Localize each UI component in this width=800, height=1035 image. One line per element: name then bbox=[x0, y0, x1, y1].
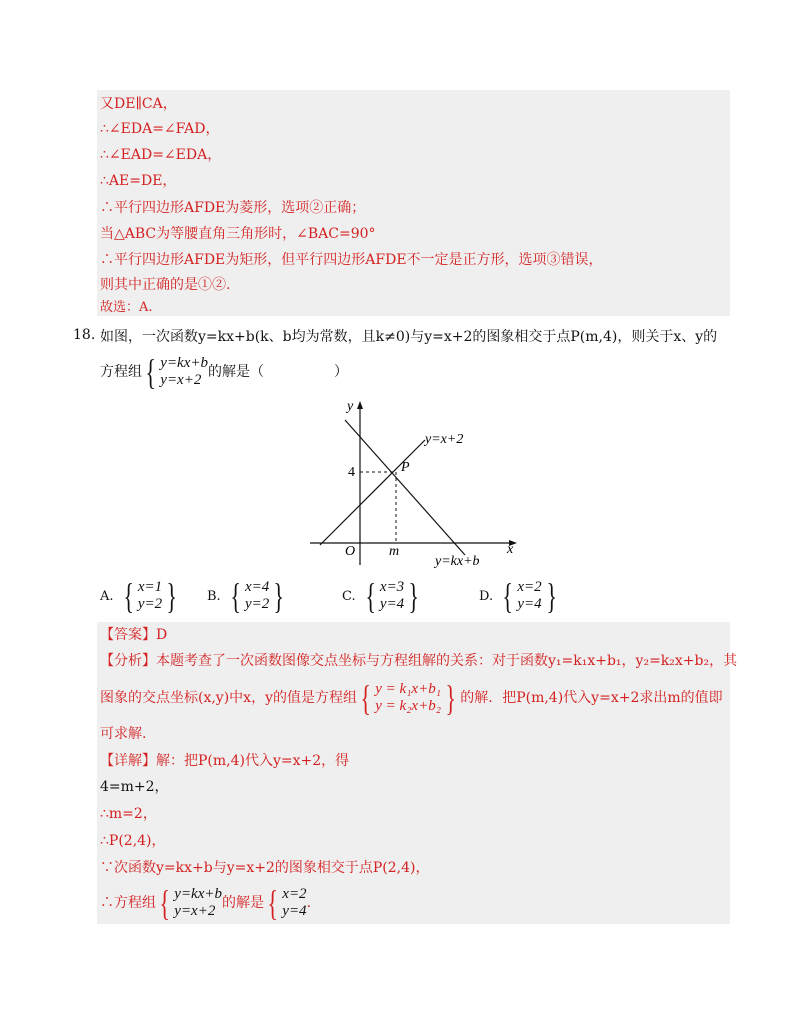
solution-line-4: ∴AE=DE， bbox=[100, 173, 177, 189]
analysis-suffix: 的解．把P(m,4)代入y=x+2求出m的值即 bbox=[460, 690, 723, 706]
option-a-letter: A. bbox=[100, 588, 114, 604]
solution-line-2: ∴∠EDA=∠FAD， bbox=[100, 121, 220, 137]
option-d[interactable]: D. { x=2 y=4 } bbox=[479, 576, 557, 616]
detail-line-6 bbox=[100, 884, 311, 922]
function-graph bbox=[305, 395, 545, 570]
question-system-row-1: y=kx+b bbox=[160, 355, 208, 371]
question-equation-system: { y=kx+b y=x+2 bbox=[145, 352, 208, 392]
origin-label: O bbox=[345, 544, 356, 559]
analysis-system-row-1: y = k₁x+b₁ bbox=[375, 681, 441, 697]
question-system-suffix: 的解是（ ） bbox=[208, 364, 348, 380]
analysis-line-1: 【分析】本题考查了一次函数图像交点坐标与方程组解的关系：对于函数y₁=k₁x+b₁，y₂=k₂x+b₂，其 bbox=[100, 653, 738, 669]
option-c-row-1: x=3 bbox=[379, 579, 405, 595]
question-number: 18. bbox=[73, 327, 96, 343]
detail-solution-row-2: y=4 bbox=[282, 903, 307, 919]
line-y-x-plus-2-label: y=x+2 bbox=[425, 432, 464, 447]
option-c-letter: C. bbox=[342, 588, 356, 604]
analysis-line-3: 可求解. bbox=[100, 726, 147, 742]
option-d-letter: D. bbox=[479, 588, 494, 604]
detail-line-1: 【详解】解：把P(m,4)代入y=x+2，得 bbox=[100, 753, 350, 769]
option-b-letter: B. bbox=[207, 588, 221, 604]
analysis-prefix: 图象的交点坐标(x,y)中x，y的值是方程组 bbox=[100, 690, 357, 706]
y-axis-label: y bbox=[347, 399, 354, 414]
detail-line-3: ∴m=2， bbox=[100, 806, 157, 822]
detail-solution-system: { x=2 y=4 bbox=[267, 883, 307, 923]
x-axis-label: x bbox=[507, 542, 514, 557]
solution-line-9: 故选：A. bbox=[100, 300, 153, 315]
option-c[interactable]: C. { x=3 y=4 } bbox=[342, 576, 420, 616]
solution-line-7: ∴平行四边形AFDE为矩形，但平行四边形AFDE不一定是正方形，选项③错误， bbox=[100, 252, 603, 268]
option-b[interactable]: B. { x=4 y=2 } bbox=[207, 576, 285, 616]
solution-line-5: ∴平行四边形AFDE为菱形，选项②正确； bbox=[100, 200, 366, 216]
question-system-row-2: y=x+2 bbox=[160, 372, 202, 388]
analysis-equation-system: { y = k₁x+b₁ y = k₂x+b₂ } bbox=[360, 678, 456, 718]
detail-system-row-2: y=x+2 bbox=[174, 903, 216, 919]
analysis-line-2 bbox=[100, 678, 723, 718]
option-a[interactable]: A. { x=1 y=2 } bbox=[100, 576, 177, 616]
detail-line-4: ∴P(2,4)， bbox=[100, 833, 166, 849]
option-c-row-2: y=4 bbox=[379, 596, 405, 612]
detail-line-2: 4=m+2， bbox=[100, 779, 169, 795]
option-b-row-2: y=2 bbox=[244, 596, 270, 612]
solution-line-8: 则其中正确的是①②. bbox=[100, 277, 231, 293]
y-tick-4: 4 bbox=[348, 465, 355, 480]
option-b-row-1: x=4 bbox=[244, 579, 270, 595]
detail-solution-row-1: x=2 bbox=[282, 886, 307, 902]
analysis-system-row-2: y = k₂x+b₂ bbox=[375, 698, 441, 714]
option-d-row-2: y=4 bbox=[517, 596, 542, 612]
option-a-row-2: y=2 bbox=[137, 596, 163, 612]
option-a-row-1: x=1 bbox=[137, 579, 163, 595]
point-p-label: P bbox=[401, 460, 410, 475]
question-line-2 bbox=[100, 354, 348, 390]
detail-system-prefix: ∴方程组 bbox=[100, 895, 156, 911]
solution-line-3: ∴∠EAD=∠EDA， bbox=[100, 147, 222, 163]
m-label: m bbox=[389, 544, 400, 559]
detail-system-mid: 的解是 bbox=[222, 895, 264, 911]
solution-line-1: 又DE∥CA， bbox=[100, 96, 177, 112]
detail-equation-system: { y=kx+b y=x+2 bbox=[159, 883, 222, 923]
question-system-prefix: 方程组 bbox=[100, 364, 142, 380]
solution-line-6: 当△ABC为等腰直角三角形时，∠BAC=90° bbox=[100, 226, 376, 242]
question-line-1: 如图，一次函数y=kx+b(k、b均为常数，且k≠0)与y=x+2的图象相交于点P(m,4)，则关于x、y的 bbox=[100, 329, 718, 345]
option-d-row-1: x=2 bbox=[517, 579, 542, 595]
answer-label: 【答案】D bbox=[100, 627, 168, 643]
detail-system-suffix: . bbox=[306, 895, 312, 911]
detail-line-5: ∵次函数y=kx+b与y=x+2的图象相交于点P(2,4)， bbox=[100, 860, 430, 876]
detail-system-row-1: y=kx+b bbox=[174, 886, 222, 902]
line-y-kx-plus-b-label: y=kx+b bbox=[435, 554, 480, 569]
